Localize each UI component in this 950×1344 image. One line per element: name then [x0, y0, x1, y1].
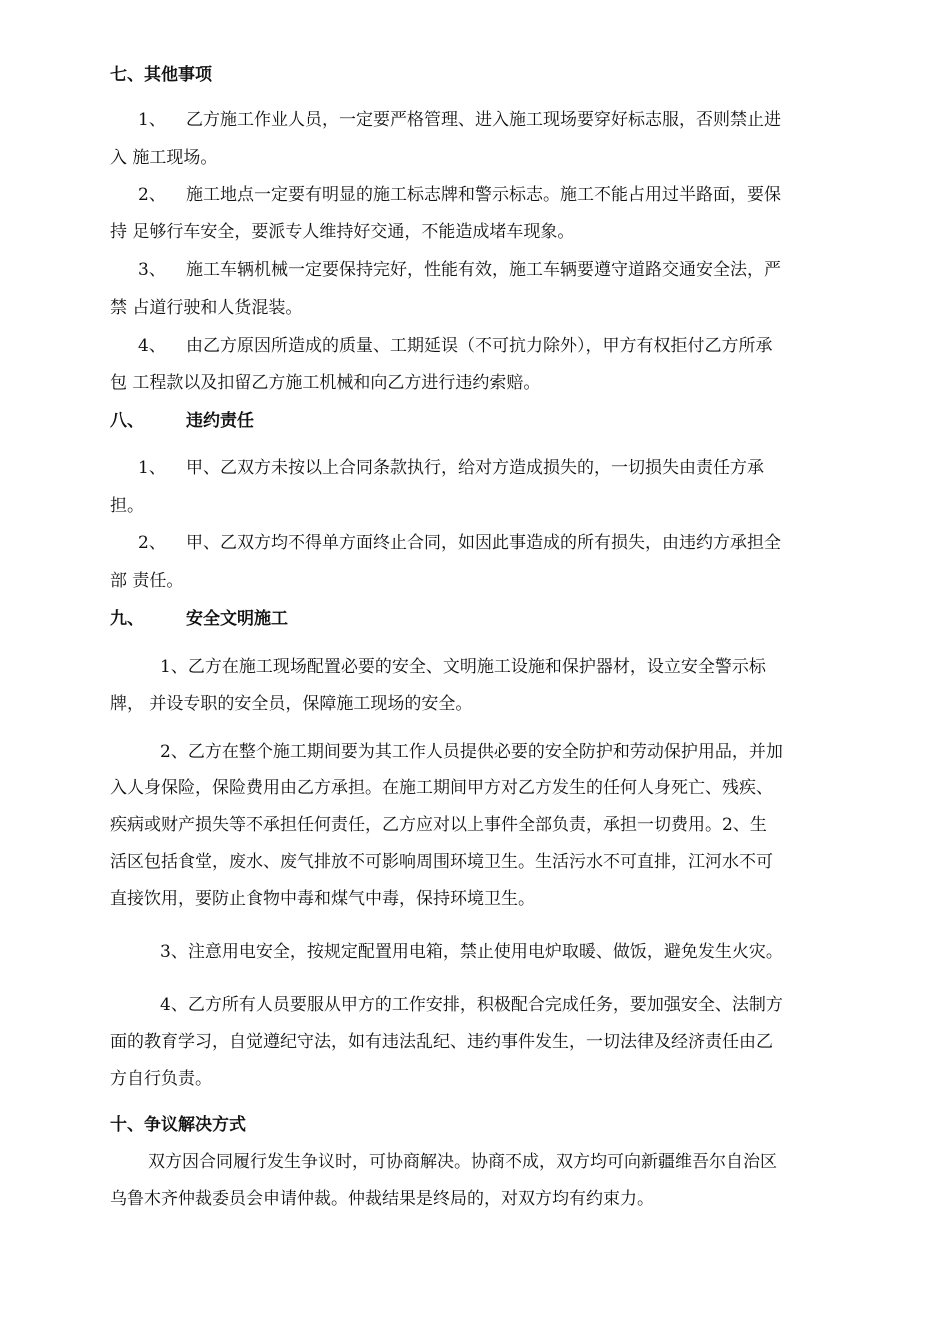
- s7-item-1-line-2: 入 施工现场。: [110, 148, 218, 168]
- s9-p2-line-4: 活区包括食堂，废水、废气排放不可影响周围环境卫生。生活污水不可直排，江河水不可: [110, 852, 773, 872]
- s7-item-3-number: 3、: [138, 260, 166, 280]
- s7-item-1-line-1: 乙方施工作业人员，一定要严格管理、进入施工现场要穿好标志服，否则禁止进: [186, 110, 781, 130]
- s9-p3-line-1: 3、注意用电安全，按规定配置用电箱，禁止使用电炉取暖、做饭，避免发生火灾。: [160, 942, 783, 962]
- s8-item-2-line-1: 甲、乙双方均不得单方面终止合同，如因此事造成的所有损失，由违约方承担全: [186, 533, 781, 553]
- s7-item-4-number: 4、: [138, 336, 166, 356]
- section-8-number: 八、: [110, 411, 144, 431]
- s7-item-2-line-2: 持 足够行车安全，要派专人维持好交通，不能造成堵车现象。: [110, 222, 575, 242]
- s10-line-1: 双方因合同履行发生争议时，可协商解决。协商不成，双方均可向新疆维吾尔自治区: [148, 1152, 777, 1172]
- s8-item-2-number: 2、: [138, 533, 166, 553]
- s7-item-4-line-2: 包 工程款以及扣留乙方施工机械和向乙方进行违约索赔。: [110, 373, 541, 393]
- s9-p1-line-1: 1、乙方在施工现场配置必要的安全、文明施工设施和保护器材，设立安全警示标: [160, 657, 766, 677]
- s7-item-1-number: 1、: [138, 110, 166, 130]
- s9-p2-line-2: 入人身保险，保险费用由乙方承担。在施工期间甲方对乙方发生的任何人身死亡、残疾、: [110, 778, 773, 798]
- s8-item-2-line-2: 部 责任。: [110, 571, 184, 591]
- s9-p4-line-2: 面的教育学习，自觉遵纪守法，如有违法乱纪、违约事件发生，一切法律及经济责任由乙: [110, 1032, 773, 1052]
- section-9-title: 安全文明施工: [186, 609, 288, 629]
- s9-p2-line-1: 2、乙方在整个施工期间要为其工作人员提供必要的安全防护和劳动保护用品，并加: [160, 742, 783, 762]
- s7-item-3-line-2: 禁 占道行驶和人货混装。: [110, 298, 303, 318]
- s7-item-2-number: 2、: [138, 185, 166, 205]
- section-8-title: 违约责任: [186, 411, 254, 431]
- s9-p1-line-2: 牌， 并设专职的安全员，保障施工现场的安全。: [110, 694, 473, 714]
- s8-item-1-line-1: 甲、乙双方未按以上合同条款执行，给对方造成损失的，一切损失由责任方承: [186, 458, 764, 478]
- s9-p2-line-3: 疾病或财产损失等不承担任何责任，乙方应对以上事件全部负责，承担一切费用。2、生: [110, 815, 767, 835]
- s9-p4-line-3: 方自行负责。: [110, 1069, 212, 1089]
- s9-p4-line-1: 4、乙方所有人员要服从甲方的工作安排，积极配合完成任务，要加强安全、法制方: [160, 995, 783, 1015]
- s7-item-4-line-1: 由乙方原因所造成的质量、工期延误（不可抗力除外），甲方有权拒付乙方所承: [186, 336, 773, 356]
- s8-item-1-line-2: 担。: [110, 496, 144, 516]
- s7-item-3-line-1: 施工车辆机械一定要保持完好，性能有效，施工车辆要遵守道路交通安全法，严: [186, 260, 781, 280]
- s10-line-2: 乌鲁木齐仲裁委员会申请仲裁。仲裁结果是终局的，对双方均有约束力。: [110, 1189, 654, 1209]
- section-9-number: 九、: [110, 609, 144, 629]
- section-10-heading: 十、争议解决方式: [110, 1115, 246, 1135]
- s7-item-2-line-1: 施工地点一定要有明显的施工标志牌和警示标志。施工不能占用过半路面，要保: [186, 185, 781, 205]
- s9-p2-line-5: 直接饮用，要防止食物中毒和煤气中毒，保持环境卫生。: [110, 889, 535, 909]
- section-7-heading: 七、其他事项: [110, 65, 212, 85]
- s8-item-1-number: 1、: [138, 458, 166, 478]
